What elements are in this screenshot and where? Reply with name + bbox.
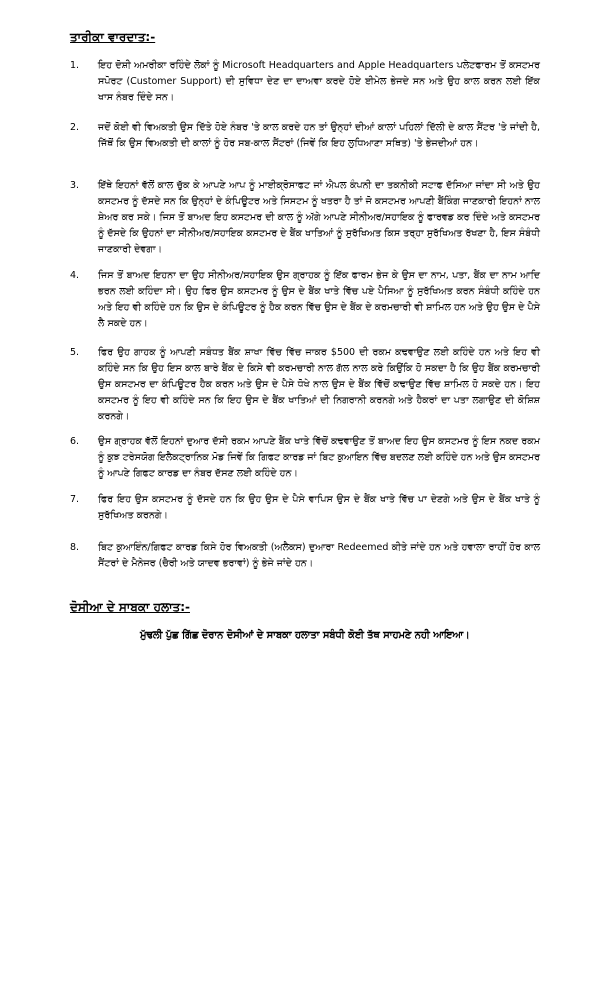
list-item	[70, 178, 540, 258]
item-text: ਉਸ ਗ੍ਰਾਹਕ ਵੱਲੋਂ ਇਹਨਾਂ ਦੁਆਰ ਦੱਸੀ ਰਕਮ ਆਪਣੇ ਬੈਂਕ ਖਾਤੇ ਵਿੱਚੋਂ ਕਢਵਾਉਣ ਤੋਂ ਬਾਅਦ ਇਹ ਉਸ ਕਸਟਮਰ ਨੂੰ ਇਸ ਨਕਦ ਰਕਮ ਨੂੰ ਕੁਝ ਟਰੇਸਯੋਗ ਇਲੈਕਟ੍ਰਾਨਿਕ ਮੋਡ ਜਿਵੇਂ ਕਿ ਗਿਫਟ ਕਾਰਡ ਜਾਂ ਬਿਟ ਕੁਆਇਨ ਵਿੱਚ ਬਦਲਣ ਲਈ ਕਹਿੰਦੇ ਹਨ ਅਤੇ ਉਸ ਕਸਟਮਰ ਨੂੰ ਆਪਣੇ ਗਿਫਟ ਕਾਰਡ ਦਾ ਨੰਬਰ ਦੱਸਣ ਲਈ ਕਹਿੰਦੇ ਹਨ।	[98, 436, 540, 479]
item-text: ਜਦੋਂ ਕੋਈ ਵੀ ਵਿਅਕਤੀ ਉਸ ਦਿੱਤੇ ਹੋਏ ਨੰਬਰ 'ਤੇ ਕਾਲ ਕਰਦੇ ਹਨ ਤਾਂ ਉਨ੍ਹਾਂ ਦੀਆਂ ਕਾਲਾਂ ਪਹਿਲਾਂ ਦਿੱਲੀ ਦੇ ਕਾਲ ਸੈਂਟਰ 'ਤੇ ਜਾਂਦੀ ਹੈ, ਜਿੱਥੋਂ ਕਿ ਉਸ ਵਿਅਕਤੀ ਦੀ ਕਾਲਾਂ ਨੂੰ ਹੋਰ ਸਬ-ਕਾਲ ਸੈਂਟਰਾਂ (ਜਿਵੇਂ ਕਿ ਇਹ ਲੁਧਿਆਣਾ ਸਥਿਤ) 'ਤੇ ਭੇਜਦੀਆਂ ਹਨ।	[98, 122, 540, 149]
item-number: 1.	[70, 60, 80, 71]
list-item	[70, 345, 540, 425]
list-item	[70, 268, 540, 332]
criminal-history-summary: ਮੁੱਢਲੀ ਪੁੱਛ ਗਿੱਛ ਦੋਰਾਨ ਦੋਸੀਆਂ ਦੇ ਸਾਬਕਾ ਹਲਾਤਾ ਸਬੰਧੀ ਕੋਈ ਤੱਥ ਸਾਹਮਣੇ ਨਹੀ ਆਇਆ।	[140, 630, 470, 641]
item-number: 3.	[70, 180, 80, 191]
item-number: 2.	[70, 122, 80, 133]
list-item	[70, 434, 540, 482]
item-text: ਬਿਟ ਕੁਆਇੰਨ/ਗਿਫਟ ਕਾਰਡ ਕਿਸੇ ਹੋਰ ਵਿਅਕਤੀ (ਅਲੈਕਸ) ਦੁਆਰਾ Redeemed ਕੀਤੇ ਜਾਂਦੇ ਹਨ ਅਤੇ ਹਵਾਲਾ ਰਾਹੀਂ ਹੋਰ ਕਾਲ ਸੈਂਟਰਾਂ ਦੇ ਮੈਨੇਜਰ (ਚੈਰੀ ਅਤੇ ਯਾਦਵ ਭਰਾਵਾਂ) ਨੂੰ ਭੇਜੇ ਜਾਂਦੇ ਹਨ।	[98, 542, 540, 569]
item-number: 8.	[70, 542, 80, 553]
list-item	[70, 120, 540, 152]
item-text: ਇੱਥੇ ਇਹਨਾਂ ਵੱਲੋਂ ਕਾਲ ਚੁੱਕ ਕੇ ਆਪਣੇ ਆਪ ਨੂੰ ਮਾਈਕ੍ਰੋਸਾਫਟ ਜਾਂ ਐਪਲ ਕੰਪਨੀ ਦਾ ਤਕਨੀਕੀ ਸਟਾਫ ਦੱਸਿਆ ਜਾਂਦਾ ਸੀ ਅਤੇ ਉਹ ਕਸਟਮਰ ਨੂੰ ਦੱਸਦੇ ਸਨ ਕਿ ਉਨ੍ਹਾਂ ਦੇ ਕੰਪਿਊਟਰ ਅਤੇ ਸਿਸਟਮ ਨੂੰ ਖਤਰਾ ਹੈ ਤਾਂ ਜੋ ਕਸਟਮਰ ਆਪਣੀ ਬੈਂਕਿੰਗ ਜਾਣਕਾਰੀ ਇਹਨਾਂ ਨਾਲ ਸ਼ੇਅਰ ਕਰ ਸਕੇ। ਜਿਸ ਤੋਂ ਬਾਅਦ ਇਹ ਕਸਟਮਰ ਦੀ ਕਾਲ ਨੂੰ ਅੱਗੇ ਆਪਣੇ ਸੀਨੀਅਰ/ਸਹਾਇਕ ਨੂੰ ਫਾਰਵਡ ਕਰ ਦਿੰਦੇ ਅਤੇ ਕਸਟਮਰ ਨੂੰ ਦੱਸਦੇ ਕਿ ਉਹਨਾਂ ਦਾ ਸੀਨੀਅਰ/ਸਹਾਇਕ ਕਸਟਮਰ ਦੇ ਬੈਂਕ ਖਾਤਿਆਂ ਨੂੰ ਸੁਰੱਖਿਅਤ ਕਿਸ ਤਰ੍ਹਾ ਸੁਰੱਖਿਅਤ ਰੱਖਣਾ ਹੈ, ਇਸ ਸੰਬੰਧੀ ਜਾਣਕਾਰੀ ਦੇਵਗਾ।	[98, 180, 540, 255]
item-text: ਜਿਸ ਤੋਂ ਬਾਅਦ ਇਹਨਾ ਦਾ ਉਹ ਸੀਨੀਅਰ/ਸਹਾਇਕ ਉਸ ਗ੍ਰਾਹਕ ਨੂੰ ਇੱਕ ਫਾਰਮ ਭੇਜ ਕੇ ਉਸ ਦਾ ਨਾਮ, ਪਤਾ, ਬੈਂਕ ਦਾ ਨਾਮ ਆਦਿ ਭਰਨ ਲਈ ਕਹਿੰਦਾ ਸੀ। ਉਹ ਫਿਰ ਉਸ ਕਸਟਮਰ ਨੂੰ ਉਸ ਦੇ ਬੈਂਕ ਖਾਤੇ ਵਿੱਚ ਪਏ ਪੈਸਿਆ ਨੂੰ ਸੁਰੱਖਿਅਤ ਕਰਨ ਸੰਬੰਧੀ ਕਹਿੰਦੇ ਹਨ ਅਤੇ ਇਹ ਵੀ ਕਹਿੰਦੇ ਹਨ ਕਿ ਉਸ ਦੇ ਕੰਪਿਊਟਰ ਨੂੰ ਹੈਕ ਕਰਨ ਵਿੱਚ ਉਸ ਦੇ ਬੈਂਕ ਦੇ ਕਰਮਚਾਰੀ ਵੀ ਸ਼ਾਮਿਲ ਹਨ ਅਤੇ ਉਹ ਉਸ ਦੇ ਪੈਸੇ ਲੈ ਸਕਦੇ ਹਨ।	[98, 270, 540, 329]
item-text: ਇਹ ਦੋਸ਼ੀ ਅਮਰੀਕਾ ਰਹਿੰਦੇ ਲੋਕਾਂ ਨੂੰ Microsoft Headquarters and Apple Headquarters ਪਲੇਟਫਾਰਮ ਤੋਂ ਕਸਟਮਰ ਸਪੋਰਟ (Customer Support) ਦੀ ਸੁਵਿਧਾ ਦੇਣ ਦਾ ਦਾਅਵਾ ਕਰਦੇ ਹੋਏ ਈਮੇਲ ਭੇਜਦੇ ਸਨ ਅਤੇ ਉਹ ਕਾਲ ਕਰਨ ਲਈ ਇੱਕ ਖਾਸ ਨੰਬਰ ਦਿੰਦੇ ਸਨ।	[98, 60, 540, 103]
section-heading-criminal-history: ਦੋਸੀਆ ਦੇ ਸਾਬਕਾ ਹਲਾਤ:-	[70, 600, 190, 614]
list-item	[70, 492, 540, 524]
item-text: ਫਿਰ ਇਹ ਉਸ ਕਸਟਮਰ ਨੂੰ ਦੱਸਦੇ ਹਨ ਕਿ ਉਹ ਉਸ ਦੇ ਪੈਸੇ ਵਾਪਿਸ ਉਸ ਦੇ ਬੈਂਕ ਖਾਤੇ ਵਿੱਚ ਪਾ ਦੇਣਗੇ ਅਤੇ ਉਸ ਦੇ ਬੈਂਕ ਖਾਤੇ ਨੂੰ ਸੁਰੱਖਿਅਤ ਕਰਨਗੇ।	[98, 494, 540, 521]
item-number: 5.	[70, 347, 80, 358]
item-number: 4.	[70, 270, 80, 281]
item-number: 7.	[70, 494, 80, 505]
section-heading-incident: ਤਾਰੀਕਾ ਵਾਰਦਾਤ:-	[70, 30, 156, 44]
list-item	[70, 540, 540, 572]
item-number: 6.	[70, 436, 80, 447]
item-text: ਫਿਰ ਉਹ ਗਾਹਕ ਨੂੰ ਆਪਣੀ ਸਬੰਧਤ ਬੈਂਕ ਸ਼ਾਖਾ ਵਿੱਚ ਵਿੱਚ ਜਾਕਰ $500 ਦੀ ਰਕਮ ਕਢਵਾਉਣ ਲਈ ਕਹਿੰਦੇ ਹਨ ਅਤੇ ਇਹ ਵੀ ਕਹਿੰਦੇ ਸਨ ਕਿ ਉਹ ਇਸ ਕਾਲ ਬਾਰੇ ਬੈਂਕ ਦੇ ਕਿਸੇ ਵੀ ਕਰਮਚਾਰੀ ਨਾਲ ਗੱਲ ਨਾਲ ਕਰੇ ਕਿਉਂਕਿ ਹੋ ਸਕਦਾ ਹੈ ਕਿ ਉਹ ਬੈਂਕ ਕਰਮਚਾਰੀ ਉਸ ਕਸਟਮਰ ਦਾ ਕੰਪਿਊਟਰ ਹੈਕ ਕਰਨ ਅਤੇ ਉਸ ਦੇ ਪੈਸੇ ਧੋਖੇ ਨਾਲ ਉਸ ਦੇ ਬੈਂਕ ਵਿੱਚੋਂ ਕਢਾਉਣ ਵਿੱਚ ਸ਼ਾਮਿਲ ਹੋ ਸਕਦੇ ਹਨ। ਇਹ ਕਸਟਮਰ ਨੂੰ ਇਹ ਵੀ ਕਹਿੰਦੇ ਸਨ ਕਿ ਇਹ ਉਸ ਦੇ ਬੈਂਕ ਖਾਤਿਆਂ ਦੀ ਨਿਗਰਾਨੀ ਕਰਨਗੇ ਅਤੇ ਹੈਕਰਾਂ ਦਾ ਪਤਾ ਲਗਾਉਣ ਦੀ ਕੋਸ਼ਿਸ਼ ਕਰਨਗੇ।	[98, 347, 540, 422]
list-item	[70, 58, 540, 106]
